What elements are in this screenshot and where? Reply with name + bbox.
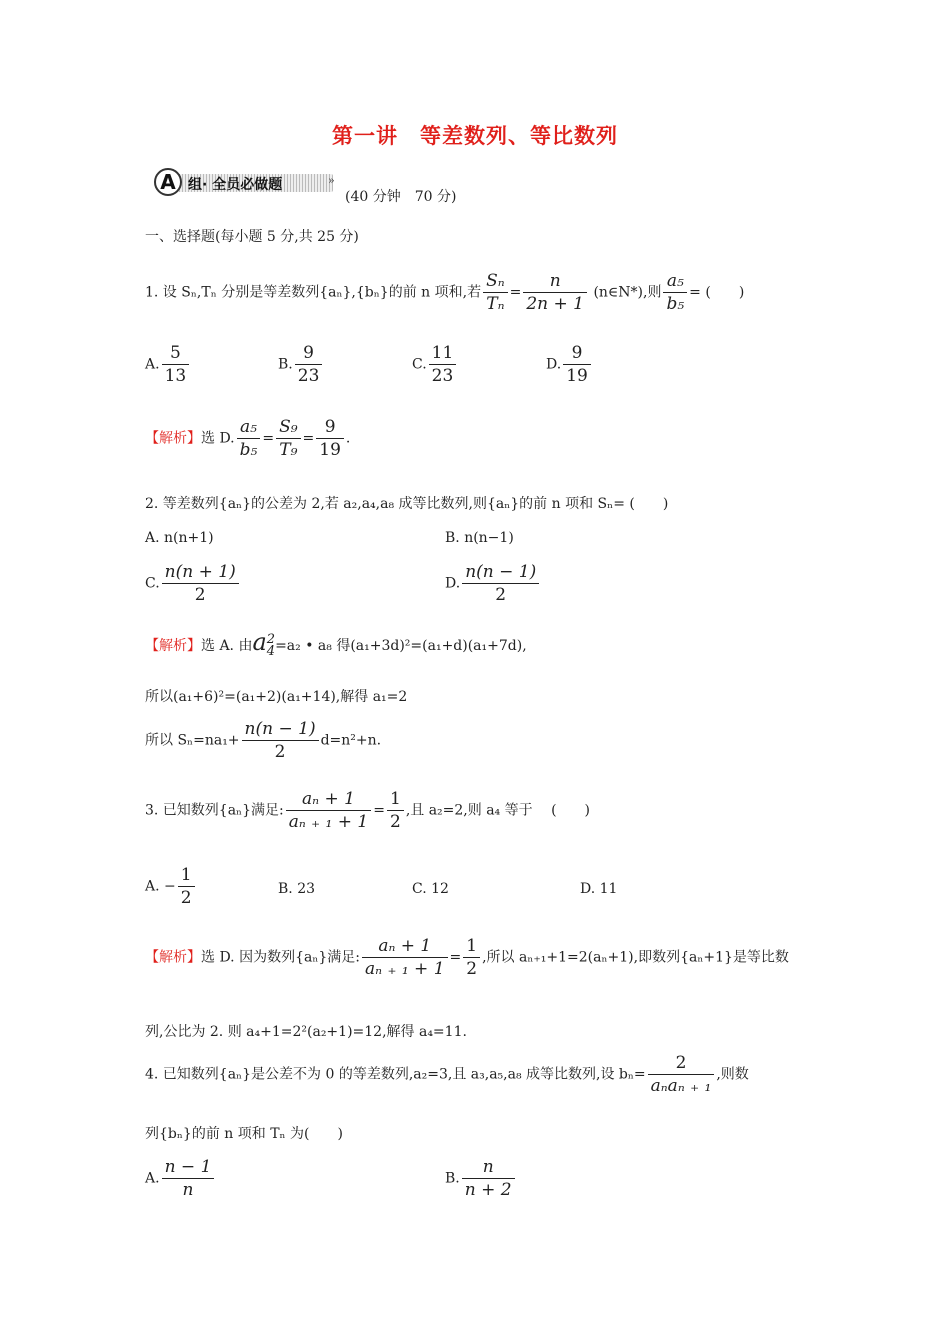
q1-stem: 1. 设 Sₙ,Tₙ 分别是等差数列{aₙ},{bₙ}的前 n 项和,若 bbox=[145, 284, 482, 301]
option-label: B. bbox=[278, 356, 293, 373]
option-num: 1 bbox=[178, 864, 195, 887]
q4-option-b[interactable] bbox=[445, 1156, 517, 1201]
analysis-frac-num: n(n − 1) bbox=[242, 718, 319, 741]
option-den: 2 bbox=[194, 585, 206, 605]
analysis-frac-num: 9 bbox=[316, 416, 344, 439]
section-heading: 一、选择题(每小题 5 分,共 25 分) bbox=[145, 229, 359, 245]
analysis-frac-den: T₉ bbox=[279, 440, 298, 460]
analysis-half-num: 1 bbox=[463, 935, 480, 958]
question-4 bbox=[145, 1052, 749, 1097]
analysis-frac-den: 19 bbox=[319, 440, 341, 460]
q1-option-c[interactable] bbox=[412, 342, 458, 387]
analysis-frac-num: aₙ + 1 bbox=[362, 935, 448, 958]
option-label: A. bbox=[145, 356, 160, 373]
q1-option-a[interactable] bbox=[145, 342, 191, 387]
q1-frac-ab-num: a₅ bbox=[663, 270, 687, 293]
option-den: n + 2 bbox=[464, 1180, 512, 1200]
analysis-text: d=n²+n. bbox=[320, 732, 382, 749]
analysis-text: 选 D. 因为数列{aₙ}满足: bbox=[201, 949, 361, 966]
analysis-text: 选 D. bbox=[201, 430, 235, 447]
sup: 2 bbox=[266, 632, 276, 647]
q3-stem: 3. 已知数列{aₙ}满足: bbox=[145, 802, 284, 819]
option-label: C. bbox=[145, 575, 160, 592]
q1-frac-ab bbox=[663, 270, 687, 315]
q1-frac-n bbox=[523, 270, 587, 315]
analysis-tag: 【解析】 bbox=[145, 430, 201, 447]
option-num: n bbox=[462, 1156, 515, 1179]
option-den: n bbox=[182, 1180, 194, 1200]
question-1 bbox=[145, 270, 744, 315]
q1-option-b[interactable] bbox=[278, 342, 324, 387]
q3-option-d[interactable]: D. 11 bbox=[580, 881, 618, 897]
q4-frac-num: 2 bbox=[648, 1052, 715, 1075]
option-den: 23 bbox=[431, 366, 454, 386]
q1-cond: (n∈N*),则 bbox=[593, 284, 662, 301]
q1-frac-n-den: 2n + 1 bbox=[526, 294, 584, 314]
option-num: 5 bbox=[162, 342, 190, 365]
option-label: D. bbox=[546, 356, 562, 373]
analysis-frac-den: 2 bbox=[274, 742, 286, 762]
q3-stem-post: ,且 a₂=2,则 a₄ 等于 ( ) bbox=[405, 802, 590, 819]
q1-frac-ab-den: b₅ bbox=[666, 294, 685, 314]
analysis-tag: 【解析】 bbox=[145, 949, 201, 966]
q3-analysis-line1: 【解析】选 D. 因为数列{aₙ}满足: $\frac{\text{aₙ + 1}}{\text{aₙ ₊ ₁ + 1}}$ = $\frac{1}{2}$ ,所以 aₙ₊₁+1=2(aₙ+1),即数列{aₙ+1}是等比数 bbox=[145, 936, 789, 979]
page-title: 第一讲 等差数列、等比数列 bbox=[332, 124, 618, 148]
q3-option-a[interactable] bbox=[145, 864, 197, 909]
option-num: n(n − 1) bbox=[462, 561, 539, 584]
option-num: 9 bbox=[563, 342, 591, 365]
q3-option-c[interactable]: C. 12 bbox=[412, 881, 449, 897]
option-label: A. − bbox=[145, 878, 176, 895]
q3-option-b[interactable]: B. 23 bbox=[278, 881, 316, 897]
option-den: 2 bbox=[180, 888, 192, 908]
time-score: (40 分钟 70 分) bbox=[345, 189, 457, 205]
option-den: 13 bbox=[164, 366, 187, 386]
q1-frac-st-den: Tₙ bbox=[486, 294, 505, 314]
question-3 bbox=[145, 788, 590, 833]
option-den: 23 bbox=[297, 366, 320, 386]
question-4-line2: 列{bₙ}的前 n 项和 Tₙ 为( ) bbox=[145, 1126, 343, 1142]
q1-analysis: 【解析】选 D. $\frac{\text{a₅}}{\text{b₅}}$ = $\frac{\text{S₉}}{\text{T₉}}$ = $\frac{9}{19}$ . bbox=[145, 417, 351, 460]
q1-frac-st bbox=[483, 270, 508, 315]
q3-half-den: 2 bbox=[389, 812, 401, 832]
q2-analysis-line1 bbox=[145, 628, 527, 658]
analysis-frac-num: a₅ bbox=[237, 416, 261, 439]
q1-frac-n-num: n bbox=[523, 270, 587, 293]
option-num: 11 bbox=[429, 342, 457, 365]
q3-analysis-line2: 列,公比为 2. 则 a₄+1=2²(a₂+1)=12,解得 a₄=11. bbox=[145, 1024, 467, 1040]
analysis-text: 所以 Sₙ=na₁+ bbox=[145, 732, 240, 749]
option-label: D. bbox=[445, 575, 461, 592]
badge-text: 组· 全员必做题 bbox=[188, 177, 283, 193]
option-num: n − 1 bbox=[162, 1156, 215, 1179]
option-label: C. bbox=[412, 356, 427, 373]
q2-analysis-line3 bbox=[145, 718, 381, 763]
q3-frac-den: aₙ ₊ ₁ + 1 bbox=[288, 812, 369, 832]
q2-option-b[interactable]: B. n(n−1) bbox=[445, 530, 514, 546]
sub: 4 bbox=[266, 644, 276, 659]
q1-eq: = bbox=[509, 284, 522, 301]
double-arrow-icon: » bbox=[328, 174, 335, 187]
analysis-frac-den: aₙ ₊ ₁ + 1 bbox=[365, 959, 445, 979]
q1-option-d[interactable] bbox=[546, 342, 593, 387]
analysis-frac-den: b₅ bbox=[239, 440, 258, 460]
question-2: 2. 等差数列{aₙ}的公差为 2,若 a₂,a₄,a₈ 成等比数列,则{aₙ}的前 n 项和 Sₙ= ( ) bbox=[145, 496, 669, 512]
badge-letter: A bbox=[154, 168, 182, 196]
option-num: 9 bbox=[295, 342, 323, 365]
q4-stem-post: ,则数 bbox=[716, 1066, 749, 1083]
q1-frac-st-num: Sₙ bbox=[483, 270, 508, 293]
analysis-frac-num: S₉ bbox=[276, 416, 300, 439]
analysis-text: =a₂ • a₈ 得(a₁+3d)²=(a₁+d)(a₁+7d), bbox=[275, 638, 527, 654]
q1-tail: = ( ) bbox=[689, 284, 745, 301]
analysis-text: ,所以 aₙ₊₁+1=2(aₙ+1),即数列{aₙ+1}是等比数 bbox=[482, 949, 789, 966]
group-badge bbox=[148, 168, 338, 196]
option-den: 2 bbox=[495, 585, 507, 605]
option-den: 19 bbox=[566, 366, 588, 386]
analysis-big-a: a bbox=[252, 628, 267, 656]
q2-option-a[interactable]: A. n(n+1) bbox=[145, 530, 214, 546]
analysis-supsub bbox=[267, 634, 275, 658]
option-num: n(n + 1) bbox=[162, 561, 239, 584]
q3-half-num: 1 bbox=[387, 788, 404, 811]
q4-option-a[interactable] bbox=[145, 1156, 216, 1201]
q3-frac-num: aₙ + 1 bbox=[286, 788, 372, 811]
analysis-text: 选 A. 由 bbox=[201, 638, 253, 654]
q2-option-c[interactable] bbox=[145, 561, 241, 606]
q4-stem: 4. 已知数列{aₙ}是公差不为 0 的等差数列,a₂=3,且 a₃,a₅,a₈ 成等比数列,设 bₙ= bbox=[145, 1066, 646, 1083]
q2-option-d[interactable] bbox=[445, 561, 541, 606]
option-label: B. bbox=[445, 1170, 460, 1187]
analysis-tag: 【解析】 bbox=[145, 638, 201, 654]
analysis-end: . bbox=[345, 430, 351, 447]
q2-analysis-line2: 所以(a₁+6)²=(a₁+2)(a₁+14),解得 a₁=2 bbox=[145, 689, 408, 705]
q4-frac-den: aₙaₙ ₊ ₁ bbox=[650, 1076, 712, 1096]
option-label: A. bbox=[145, 1170, 160, 1187]
q3-eq: = bbox=[373, 802, 385, 819]
analysis-half-den: 2 bbox=[466, 959, 478, 979]
